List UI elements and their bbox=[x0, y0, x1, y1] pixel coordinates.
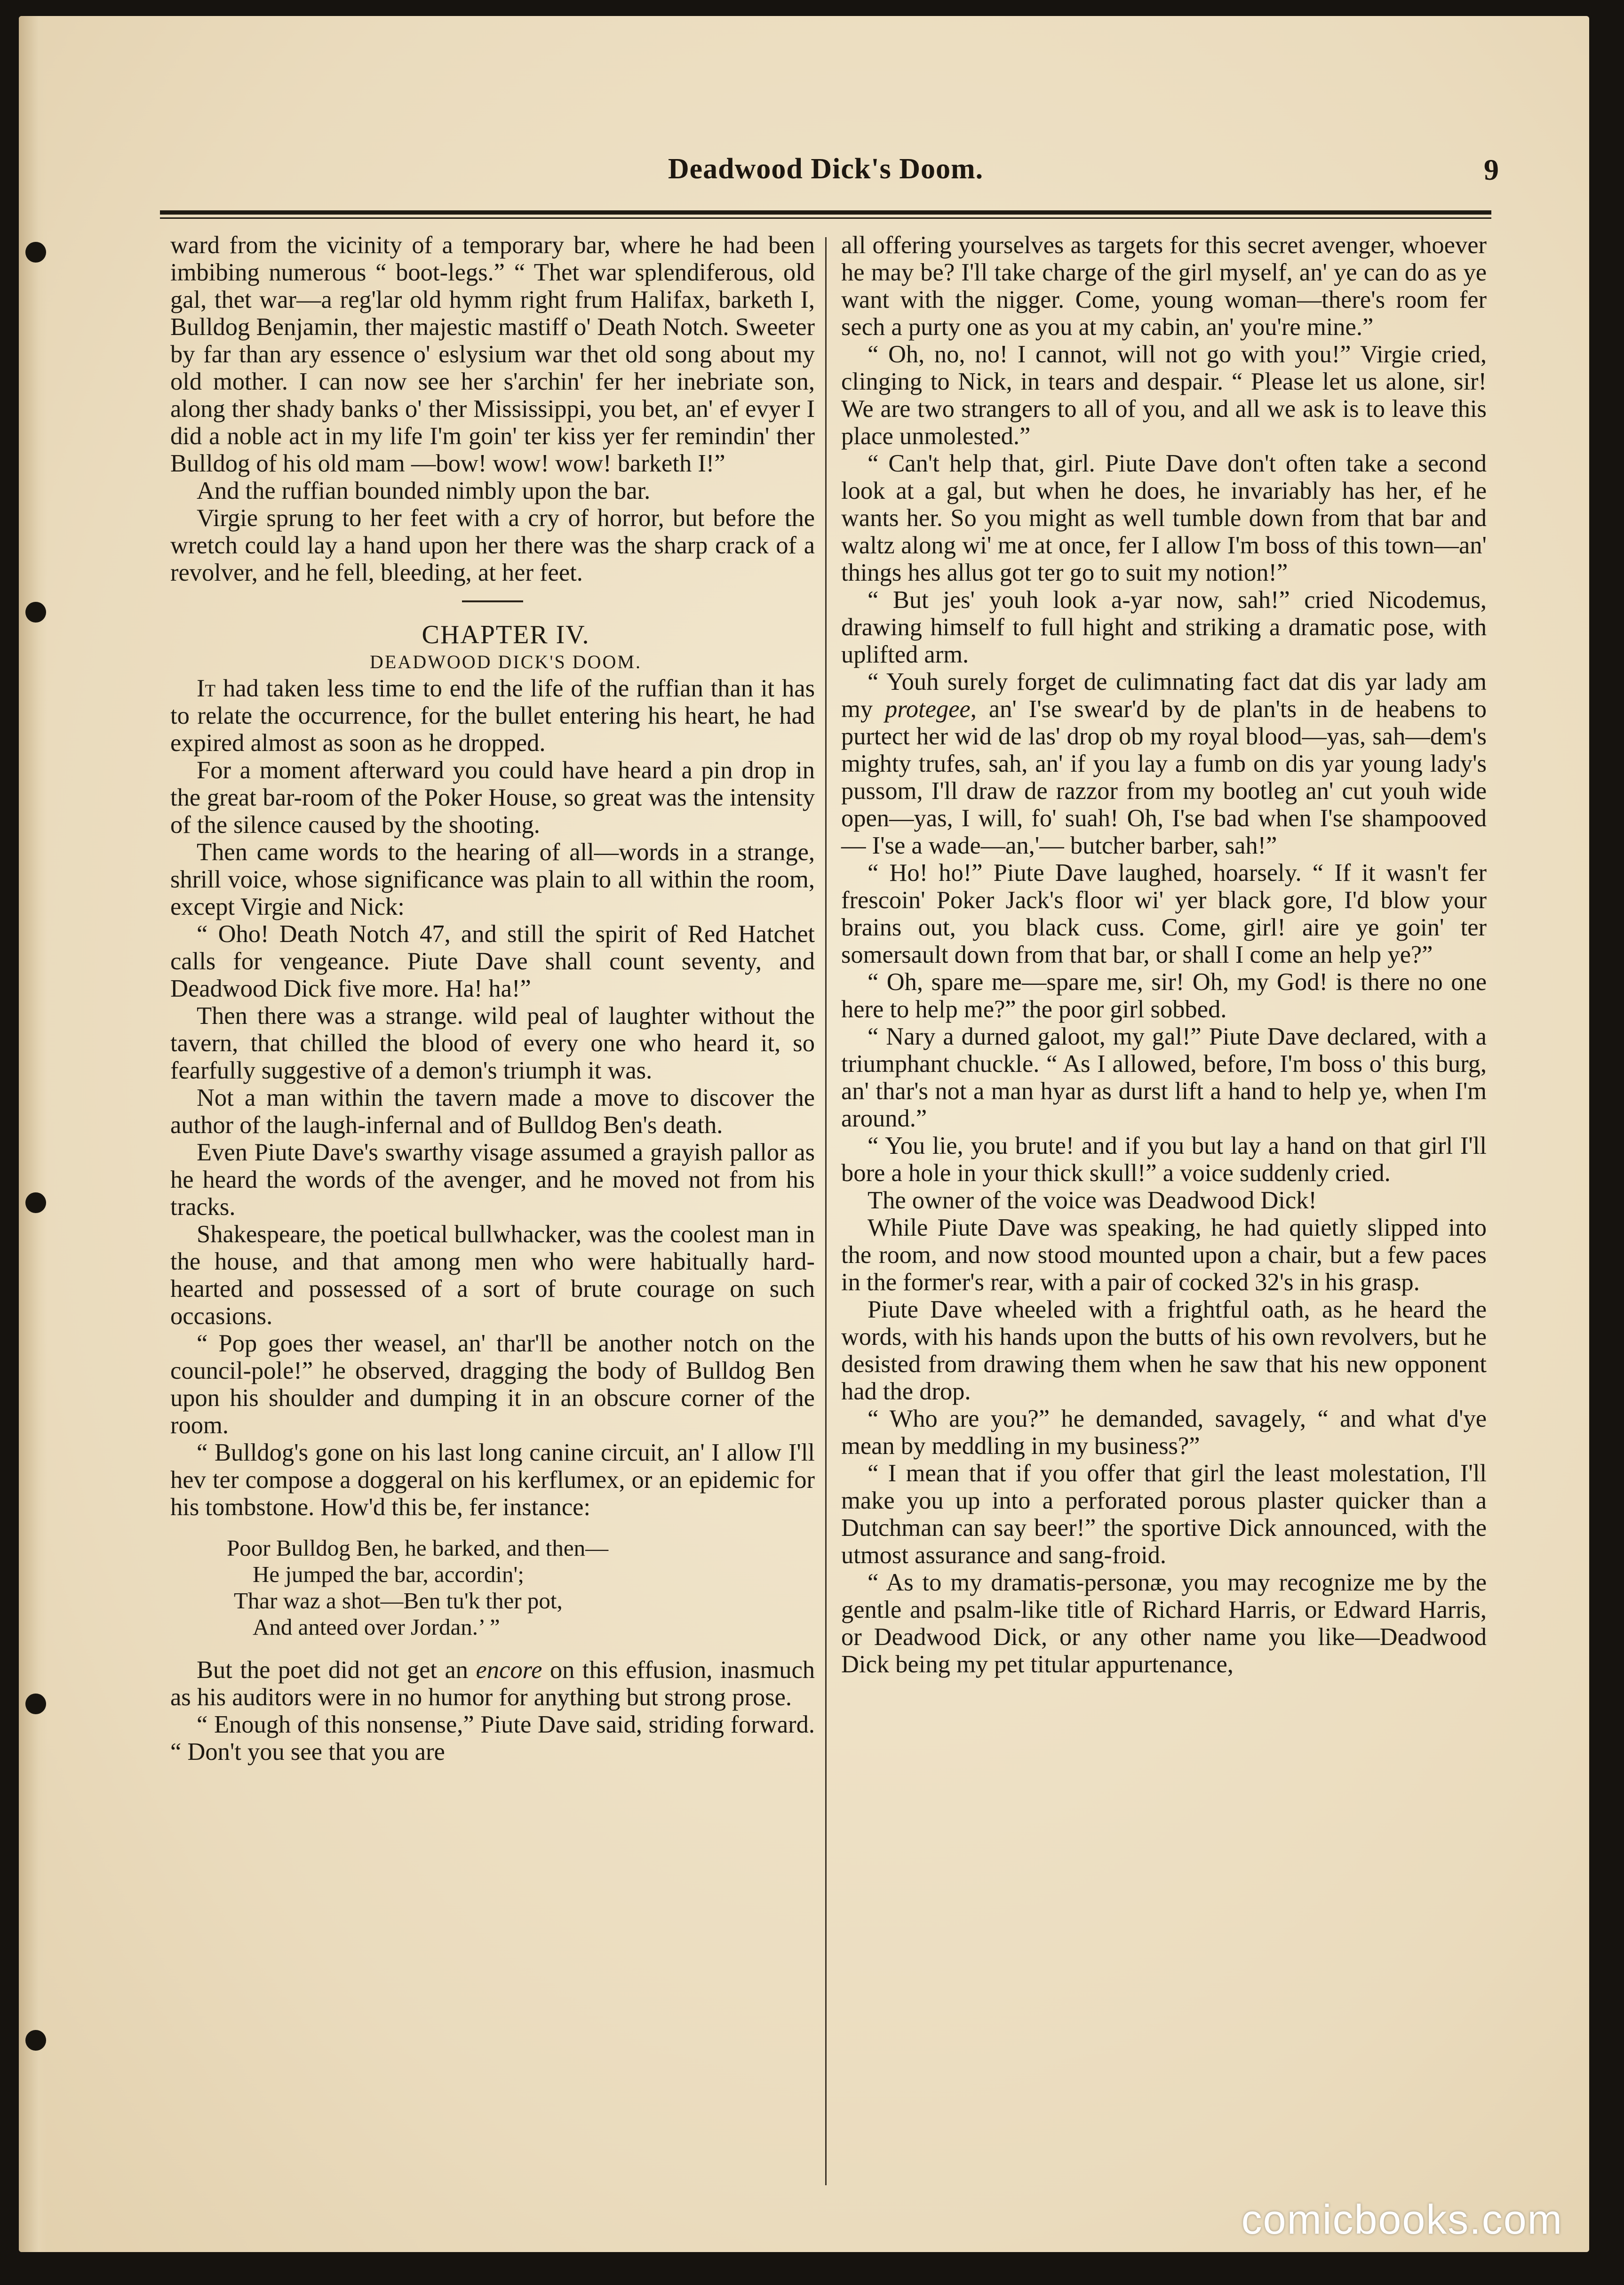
paragraph: “ Nary a durned galoot, my gal!” Piute Dave declared, with a triumphant chuckle. “ As I allowed, before, I'm boss o' this burg, an' thar's not a man hyar as durst lift a hand to help ye, when I'm around.” bbox=[841, 1023, 1487, 1132]
paragraph: Piute Dave wheeled with a frightful oath, as he heard the words, with his hands upon the butts of his own revolvers, but he desisted from drawing them when he saw that his new opponent had the drop. bbox=[841, 1296, 1487, 1405]
paragraph-text: “ Youh surely forget de culimnating fact dat dis yar lady am my bbox=[841, 668, 1487, 723]
binding-hole-icon bbox=[25, 2030, 46, 2051]
verse-line: Thar waz a shot—Ben tu'k ther pot, bbox=[234, 1588, 563, 1614]
paragraph: all offering yourselves as targets for this secret avenger, whoever he may be? I'll take charge of the girl myself, an' ye can do as ye want with the nigger. Come, young woman—there's room fer sech a purty one as you at my cabin, an' you're mine.” bbox=[841, 232, 1487, 341]
paragraph: ward from the vicinity of a temporary bar, where he had been imbibing numerous “ boot-legs.” “ Thet war splendiferous, old gal, thet war—a reg'lar old hymm right frum Halifax, barketh I, Bulldog Benjamin, ther majestic mastiff o' Death Notch. Sweeter by far than ary essence o' eslysium war thet old song about my old mother. I can now see her s'archin' fer her inebriate son, along ther shady banks o' ther Mississippi, you bet, an' ef evyer I did a noble act in my life I'm goin' ter kiss yer fer remindin' ther Bulldog of his old mam —bow! wow! wow! barketh I!” bbox=[170, 232, 815, 477]
binding-hole-icon bbox=[25, 1694, 46, 1714]
paragraph: “ Pop goes ther weasel, an' thar'll be another notch on the council-pole!” he observed, dragging the body of Bulldog Ben upon his shoulder and dumping it in an obscure corner of the room. bbox=[170, 1330, 815, 1439]
emphasis-text: encore bbox=[476, 1656, 542, 1684]
book-page bbox=[19, 16, 1589, 2252]
page-number: 9 bbox=[1484, 153, 1499, 186]
site-watermark: comicbooks.com bbox=[1241, 2196, 1563, 2243]
chapter-rule bbox=[462, 600, 523, 602]
paragraph: And the ruffian bounded nimbly upon the bar. bbox=[197, 477, 651, 504]
paragraph bbox=[170, 1656, 815, 1711]
paragraph: “ But jes' youh look a-yar now, sah!” cried Nicodemus, drawing himself to full hight and striking a dramatic pose, with uplifted arm. bbox=[841, 586, 1487, 668]
chapter-opening-word: It bbox=[197, 675, 216, 702]
verse-block bbox=[170, 1535, 815, 1640]
paragraph: Virgie sprung to her feet with a cry of horror, but before the wretch could lay a hand upon her there was the sharp crack of a revolver, and he fell, bleeding, at her feet. bbox=[170, 504, 815, 586]
binding-hole-icon bbox=[25, 602, 46, 623]
paragraph-text: on this effusion, inasmuch as his auditors were in no humor for anything but strong prose. bbox=[170, 1656, 815, 1711]
paragraph: “ Ho! ho!” Piute Dave laughed, hoarsely. “ If it wasn't fer frescoin' Poker Jack's floor wi' yer black gore, I'd blow your brains out, you black cuss. Come, girl! aire ye goin' ter somersault down from that bar, or shall I come an help ye?” bbox=[841, 859, 1487, 968]
paragraph: “ Who are you?” he demanded, savagely, “ and what d'ye mean by meddling in my business?” bbox=[841, 1405, 1487, 1460]
paragraph bbox=[841, 668, 1487, 859]
chapter-subtitle: DEADWOOD DICK'S DOOM. bbox=[370, 651, 642, 672]
emphasis-text: protegee bbox=[885, 695, 971, 723]
header-rule-thin bbox=[160, 217, 1491, 219]
paragraph: The owner of the voice was Deadwood Dick! bbox=[868, 1187, 1317, 1214]
page-binding-edge bbox=[19, 16, 47, 2252]
paragraph: Even Piute Dave's swarthy visage assumed a grayish pallor as he heard the words of the avenger, and he moved not from his tracks. bbox=[170, 1139, 815, 1221]
column-divider bbox=[825, 237, 827, 2185]
page-header bbox=[160, 152, 1499, 209]
binding-hole-icon bbox=[25, 1192, 46, 1213]
paragraph: “ Can't help that, girl. Piute Dave don't often take a second look at a gal, but when he does, he invariably has her, ef he wants her. So you might as well tumble down from that bar and waltz along wi' me at once, fer I allow I'm boss of this town—an' things hes allus got ter go to suit my notion!” bbox=[841, 450, 1487, 586]
paragraph: “ I mean that if you offer that girl the least molestation, I'll make you up into a perforated porous plaster quicker than a Dutchman can say beer!” the sportive Dick announced, with the utmost assurance and sang-froid. bbox=[841, 1460, 1487, 1569]
paragraph: Not a man within the tavern made a move to discover the author of the laugh-infernal and of Bulldog Ben's death. bbox=[170, 1084, 815, 1139]
paragraph: Then came words to the hearing of all—words in a strange, shrill voice, whose significance was plain to all within the room, except Virgie and Nick: bbox=[170, 839, 815, 920]
verse-line: Poor Bulldog Ben, he barked, and then— bbox=[227, 1535, 609, 1561]
paragraph: Shakespeare, the poetical bullwhacker, was the coolest man in the house, and that among men who were habitually hard-hearted and possessed of a sort of brute courage on such occasions. bbox=[170, 1221, 815, 1330]
paragraph: “ Enough of this nonsense,” Piute Dave said, striding forward. “ Don't you see that you are bbox=[170, 1711, 815, 1766]
paragraph: Then there was a strange. wild peal of laughter without the tavern, that chilled the blood of every one who heard it, so fearfully suggestive of a demon's triumph it was. bbox=[170, 1002, 815, 1084]
paragraph: While Piute Dave was speaking, he had quietly slipped into the room, and now stood mounted upon a chair, but a few paces in the former's rear, with a pair of cocked 32's in his grasp. bbox=[841, 1214, 1487, 1296]
paragraph: “ As to my dramatis-personæ, you may recognize me by the gentle and psalm-like title of Richard Harris, or Edward Harris, or Deadwood Dick, or any other name you like—Deadwood Dick being my pet titular appurtenance, bbox=[841, 1569, 1487, 1678]
running-title: Deadwood Dick's Doom. bbox=[668, 153, 984, 185]
paragraph bbox=[170, 675, 815, 757]
verse-line: He jumped the bar, accordin'; bbox=[253, 1561, 524, 1587]
paragraph: “ Oh, spare me—spare me, sir! Oh, my God! is there no one here to help me?” the poor girl sobbed. bbox=[841, 968, 1487, 1023]
paragraph-text: had taken less time to end the life of the ruffian than it has to relate the occurrence, for the bullet entering his heart, he had expired almost as soon as he dropped. bbox=[170, 675, 815, 757]
verse-line: And anteed over Jordan.’ ” bbox=[253, 1614, 500, 1640]
left-column bbox=[170, 232, 815, 1766]
chapter-title: CHAPTER IV. bbox=[422, 620, 590, 649]
binding-hole-icon bbox=[25, 242, 46, 263]
paragraph: “ Oh, no, no! I cannot, will not go with you!” Virgie cried, clinging to Nick, in tears and despair. “ Please let us alone, sir! We are two strangers to all of you, and all we ask is to leave this place unmolested.” bbox=[841, 341, 1487, 450]
paragraph: “ You lie, you brute! and if you but lay a hand on that girl I'll bore a hole in your thick skull!” a voice suddenly cried. bbox=[841, 1132, 1487, 1187]
paragraph: For a moment afterward you could have heard a pin drop in the great bar-room of the Poker House, so great was the intensity of the silence caused by the shooting. bbox=[170, 757, 815, 839]
right-column bbox=[841, 232, 1487, 1678]
paragraph-text: But the poet did not get an bbox=[197, 1656, 476, 1684]
paragraph-text: , an' I'se swear'd by de plan'ts in de heabens to purtect her wid de las' drop ob my royal blood—yas, sah—dem's mighty trufes, sah, an' if you lay a fumb on dis yar young lady's pussom, I'll draw de razzor from my bootleg an' cut youh wide open—yas, I will, fo' suah! Oh, I'se bad when I'se shampooved — I'se a wade—an,'— butcher barber, sah!” bbox=[841, 695, 1487, 859]
paragraph: “ Oho! Death Notch 47, and still the spirit of Red Hatchet calls for vengeance. Piute Dave shall count seventy, and Deadwood Dick five more. Ha! ha!” bbox=[170, 920, 815, 1002]
paragraph: “ Bulldog's gone on his last long canine circuit, an' I allow I'll hev ter compose a doggeral on his kerflumex, or an epidemic for his tombstone. How'd this be, fer instance: bbox=[170, 1439, 815, 1521]
header-rule bbox=[160, 210, 1491, 215]
